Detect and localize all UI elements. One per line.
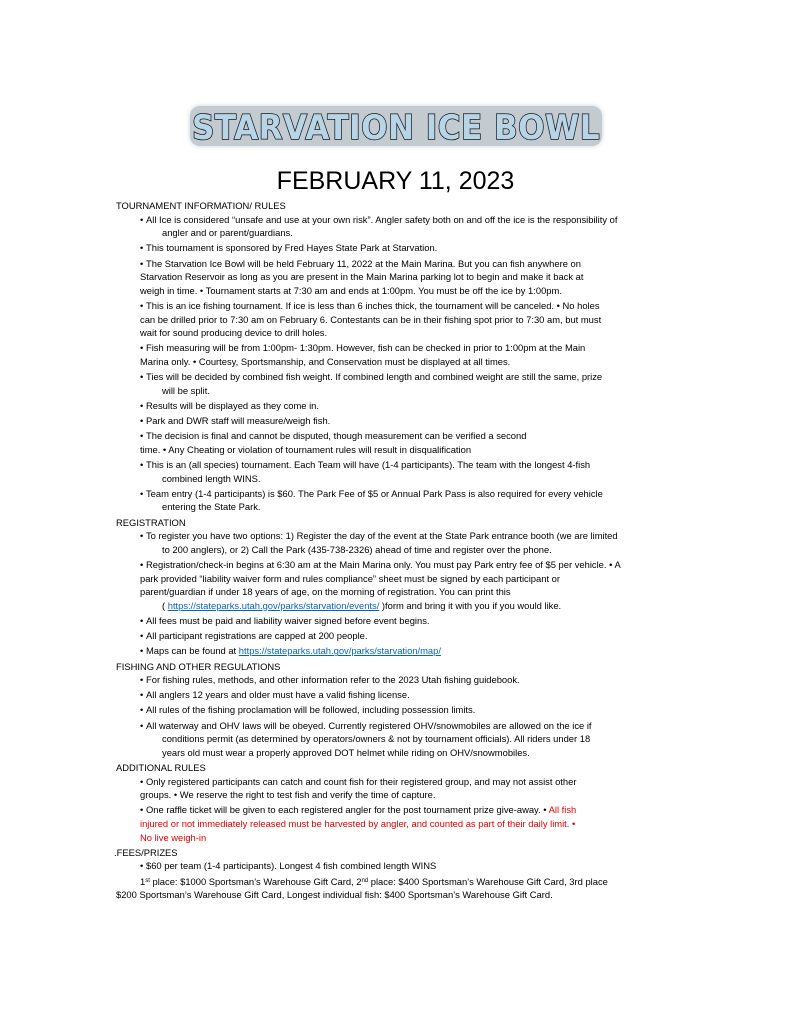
- list-item: • Results will be displayed as they come in.: [140, 399, 319, 411]
- list-item: • Fish measuring will be from 1:00pm- 1:30pm. However, fish can be checked in prior to 1:00pm at the Main Marina only. • Courtesy, Sportsmanship, and Conservation must be displayed at all times.: [140, 342, 586, 367]
- list-item: • Only registered participants can catch and count fish for their registered group, and may not assist other groups. • We reserve the right to test fish and verify the time of capture.: [140, 775, 577, 801]
- rules-document: [116, 199, 676, 902]
- list-item: • To register you have two options: 1) Register the day of the event at the State Park entrance booth (we are limited to 200 anglers), or 2) Call the Park (435-738-2326) ahead of time and register over the phone.: [140, 530, 618, 555]
- section-heading-tournament: TOURNAMENT INFORMATION/ RULES: [116, 200, 286, 211]
- list-item: • This is an (all species) tournament. Each Team will have (1-4 participants). The team with the longest 4-fish combined length WINS.: [140, 459, 591, 484]
- list-item: • Maps can be found at https://stateparks.utah.gov/parks/starvation/map/: [140, 645, 441, 657]
- list-item: • All Ice is considered “unsafe and use at your own risk”. Angler safety both on and off the ice is the responsibility of angler and or parent/guardians.: [140, 213, 618, 239]
- list-item: • All fees must be paid and liability waiver signed before event begins.: [140, 614, 430, 626]
- list-item: • The decision is final and cannot be disputed, though measurement can be verified a second time. • Any Cheating or violation of tournament rules will result in disqualification: [140, 430, 527, 455]
- warning-text: No live weigh-in: [140, 831, 207, 843]
- warning-text: injured or not immediately released must be harvested by angler, and counted as part of their daily limit. •: [140, 818, 576, 829]
- list-item: • For fishing rules, methods, and other information refer to the 2023 Utah fishing guidebook.: [140, 674, 520, 686]
- section-heading-fishing: FISHING AND OTHER REGULATIONS: [116, 660, 281, 672]
- warning-text: All fish: [548, 804, 577, 816]
- list-item: • $60 per team (1-4 participants). Longest 4 fish combined length WINS: [140, 860, 437, 872]
- section-heading-additional: ADDITIONAL RULES: [116, 762, 206, 774]
- section-heading-registration: REGISTRATION: [116, 516, 186, 528]
- list-item: • One raffle ticket will be given to each registered angler for the post tournament prize give-away. • All fish injured or not immediately released must be harvested by angler, and counted as part of their daily limit. • No live weigh-in: [140, 804, 577, 843]
- prize-list: 1st place: $1000 Sportsman’s Warehouse Gift Card, 2nd place: $400 Sportsman’s Warehouse Gift Card, 3rd place $200 Sportsman’s Warehouse Gift Card, Longest individual fish: $400 Sportsman’s Warehouse Gift Card.: [116, 875, 608, 901]
- map-link[interactable]: https://stateparks.utah.gov/parks/starvation/map/: [238, 645, 441, 657]
- list-item: • Team entry (1-4 participants) is $60. The Park Fee of $5 or Annual Park Pass is also required for every vehicle entering the State Park.: [140, 487, 603, 513]
- list-item: • The Starvation Ice Bowl will be held February 11, 2022 at the Main Marina. But you can fish anywhere on Starvation Reservoir as long as you are present in the Main Marina parking lot to begin and make it back at weigh in time. • Tournament starts at 7:30 am and ends at 1:00pm. You must be off the ice by 1:00pm.: [140, 257, 584, 296]
- event-logo: [186, 96, 606, 154]
- list-item: • All waterway and OHV laws will be obeyed. Currently registered OHV/snowmobiles are allowed on the ice if conditions permit (as determined by operators/owners & not by tournament officials). All riders under 18 years old must wear a properly approved DOT helmet while riding on OHV/snowmobiles.: [140, 719, 592, 758]
- list-item: • All anglers 12 years and older must have a valid fishing license.: [140, 689, 410, 701]
- section-heading-fees: .FEES/PRIZES: [114, 846, 178, 858]
- list-item: • Park and DWR staff will measure/weigh fish.: [140, 415, 331, 427]
- list-item: • Ties will be decided by combined fish weight. If combined length and combined weight are still the same, prize will be split.: [140, 371, 603, 396]
- list-item: • All rules of the fishing proclamation will be followed, including possession limits.: [140, 704, 476, 716]
- events-link[interactable]: https://stateparks.utah.gov/parks/starvation/events/: [167, 599, 380, 611]
- list-item: • This is an ice fishing tournament. If ice is less than 6 inches thick, the tournament will be canceled. • No holes can be drilled prior to 7:30 am on February 6. Contestants can be in their fishing spot prior to 7:30 am, but must wait for sound producing device to drill holes.: [140, 299, 602, 339]
- list-item: • All participant registrations are capped at 200 people.: [140, 630, 368, 642]
- list-item: • Registration/check-in begins at 6:30 am at the Main Marina only. You must pay Park entry fee of $5 per vehicle. • A park provided “liability waiver form and rules compliance” sheet must be signed by each participant or parent/guardian if under 18 years of age, on the morning of registration. You can print this ( https://stateparks.utah.gov/parks/starvation/events/ )form and bring it with you if you would like.: [140, 558, 621, 611]
- event-date: FEBRUARY 11, 2023: [276, 167, 515, 195]
- logo-text: STARVATION ICE BOWL: [192, 108, 600, 148]
- list-item: • This tournament is sponsored by Fred Hayes State Park at Starvation.: [140, 242, 438, 254]
